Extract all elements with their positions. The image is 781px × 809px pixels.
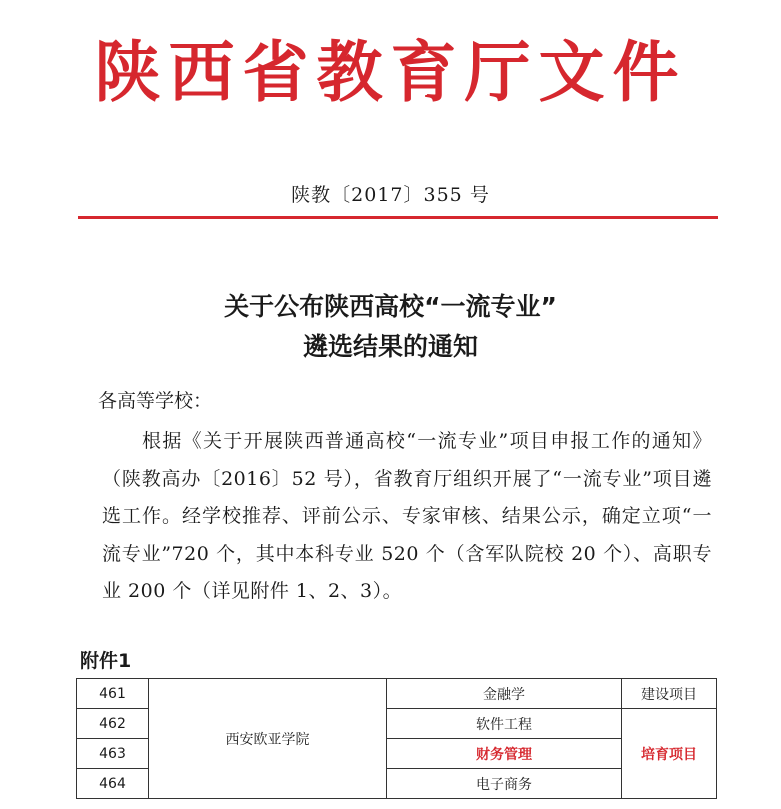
attachment-label: 附件1 xyxy=(80,650,132,672)
major-name: 软件工程 xyxy=(387,709,622,739)
row-number: 462 xyxy=(77,709,149,739)
row-number: 464 xyxy=(77,769,149,799)
major-name: 金融学 xyxy=(387,679,622,709)
header-divider xyxy=(78,216,718,219)
notice-title-line-2: 遴选结果的通知 xyxy=(302,332,478,361)
notice-title-line-1: 关于公布陕西高校“一流专业” xyxy=(224,292,557,321)
school-name: 西安欧亚学院 xyxy=(149,679,387,799)
row-number: 463 xyxy=(77,739,149,769)
major-name: 电子商务 xyxy=(387,769,622,799)
major-name-highlighted: 财务管理 xyxy=(387,739,622,769)
attachment-table xyxy=(76,678,717,799)
table-row xyxy=(77,679,717,709)
document-number: 陕教〔2017〕355 号 xyxy=(291,184,490,206)
project-type-cultivation: 培育项目 xyxy=(622,709,717,799)
row-number: 461 xyxy=(77,679,149,709)
recipient-salutation: 各高等学校： xyxy=(98,390,213,412)
project-type-construction: 建设项目 xyxy=(622,679,717,709)
body-paragraph: 根据《关于开展陕西普通高校“一流专业”项目申报工作的通知》（陕教高办〔2016〕52 号），省教育厅组织开展了“一流专业”项目遴选工作。经学校推荐、评前公示、专家审核、结果公示，确定立项“一流专业”720 个，其中本科专业 520 个（含军队院校 20 个）、高职专业 200 个（详见附件 1、2、3）。 xyxy=(102,430,712,602)
document-header-title: 陕西省教育厅文件 xyxy=(94,33,687,111)
